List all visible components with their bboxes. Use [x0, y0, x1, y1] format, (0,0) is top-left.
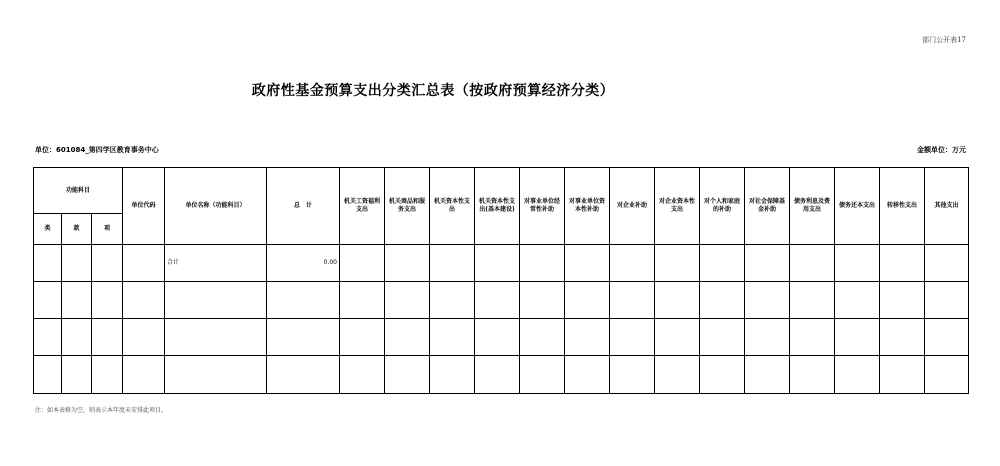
table-row [34, 356, 969, 394]
econ-col-header: 债务还本支出 [835, 168, 880, 245]
econ-col-header: 对事业单位经常性补助 [520, 168, 565, 245]
budget-table [33, 167, 969, 394]
unit-label: 单位：601084_第四学区教育事务中心 [35, 146, 159, 154]
econ-col-header: 其他支出 [925, 168, 969, 245]
total-header: 总 计 [267, 168, 340, 245]
section-header: 款 [62, 214, 92, 245]
function-subject-header: 功能科目 [34, 168, 123, 214]
econ-col-header: 对个人和家庭的补助 [700, 168, 745, 245]
page-label: 部门公开表17 [922, 36, 966, 44]
report-title: 政府性基金预算支出分类汇总表（按政府预算经济分类） [251, 83, 615, 99]
item-header: 项 [92, 214, 123, 245]
econ-col-header: 对社会保障基金补助 [745, 168, 790, 245]
econ-col-header: 机关商品和服务支出 [385, 168, 430, 245]
total-row [34, 245, 969, 282]
econ-col-header: 机关工资福利支出 [340, 168, 385, 245]
econ-col-header: 对事业单位资本性补助 [565, 168, 610, 245]
econ-col-header: 对企业补助 [610, 168, 655, 245]
footnote: 注：如本表格为空，则表示本年度未安排此项目。 [35, 407, 168, 414]
econ-col-header: 对企业资本性支出 [655, 168, 700, 245]
table-row [34, 282, 969, 319]
category-header: 类 [34, 214, 62, 245]
amount-unit-label: 金额单位：万元 [917, 146, 966, 154]
unit-name-header: 单位名称（功能科目） [165, 168, 267, 245]
total-row-name: 合计 [165, 245, 267, 282]
econ-col-header: 机关资本性支出 [430, 168, 475, 245]
table-row [34, 319, 969, 356]
header-row-1 [34, 168, 969, 214]
econ-col-header: 债务利息及费用支出 [790, 168, 835, 245]
unit-code-header: 单位代码 [123, 168, 165, 245]
total-row-amount: 0.00 [267, 245, 340, 282]
econ-col-header: 机关资本性支出(基本建设) [475, 168, 520, 245]
econ-col-header: 转移性支出 [880, 168, 925, 245]
